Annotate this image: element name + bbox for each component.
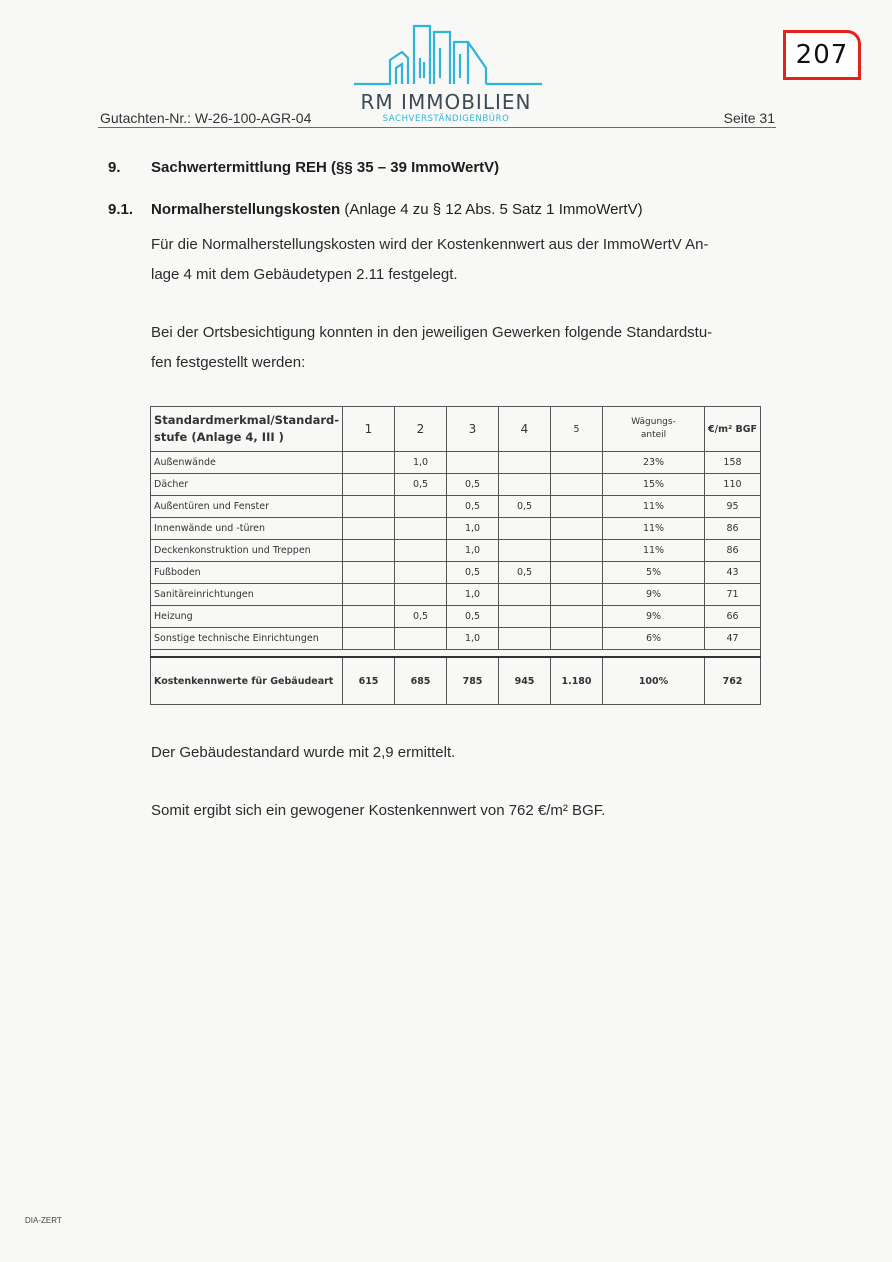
section-number: 9.: [108, 159, 121, 176]
header-weight-line: Wägungs-: [631, 417, 676, 427]
page-number-badge: 207: [783, 30, 861, 80]
cell-l4: 0,5: [499, 562, 551, 584]
cell-weight: 9%: [603, 606, 705, 628]
cell-label: Außenwände: [151, 452, 343, 474]
cell-weight: 5%: [603, 562, 705, 584]
header-level-1: 1: [343, 407, 395, 452]
table-row: [151, 496, 761, 518]
cell-l3: 1,0: [447, 584, 499, 606]
subsection-number: 9.1.: [108, 201, 134, 218]
page-label: Seite 31: [723, 110, 775, 126]
report-number: Gutachten-Nr.: W-26-100-AGR-04: [100, 110, 312, 126]
table-row: [151, 584, 761, 606]
certification-mark: DIA-ZERT: [25, 1216, 62, 1225]
header-cost: €/m² BGF: [705, 407, 761, 452]
cell-l5: [551, 562, 603, 584]
header-level-4: 4: [499, 407, 551, 452]
cell-weight: 11%: [603, 518, 705, 540]
cell-label: Fußboden: [151, 562, 343, 584]
header-label-line: Standardmerkmal/Standard-: [154, 413, 340, 427]
paragraph-line: lage 4 mit dem Gebäudetypen 2.11 festgelegt.: [151, 266, 458, 283]
cell-cost: 86: [705, 540, 761, 562]
cell-l2: 0,5: [395, 474, 447, 496]
header-weight-line: anteil: [640, 430, 667, 440]
cell-l5: [551, 496, 603, 518]
cell-l3: [447, 452, 499, 474]
cell-weight: 11%: [603, 496, 705, 518]
cell-l1: [343, 452, 395, 474]
cell-label: Deckenkonstruktion und Treppen: [151, 540, 343, 562]
cell-l5: [551, 584, 603, 606]
cell-l1: [343, 562, 395, 584]
cell-label: Außentüren und Fenster: [151, 496, 343, 518]
cell-l3: 0,5: [447, 496, 499, 518]
cell-label: Heizung: [151, 606, 343, 628]
cell-l1: [343, 540, 395, 562]
cell-l5: 1.180: [551, 657, 603, 705]
building-skyline-icon: [346, 18, 546, 93]
cell-label: Sanitäreinrichtungen: [151, 584, 343, 606]
cell-l2: 685: [395, 657, 447, 705]
cell-l2: [395, 628, 447, 650]
cell-l5: [551, 540, 603, 562]
cell-l4: [499, 540, 551, 562]
logo-subtitle: SACHVERSTÄNDIGENBÜRO: [382, 114, 510, 124]
cell-l1: [343, 606, 395, 628]
cell-weight: 6%: [603, 628, 705, 650]
standard-levels-table: [150, 406, 761, 705]
cell-l3: 1,0: [447, 518, 499, 540]
cell-l4: [499, 606, 551, 628]
header-level-2: 2: [395, 407, 447, 452]
cell-l3: 0,5: [447, 606, 499, 628]
cell-l1: [343, 496, 395, 518]
cell-l2: [395, 562, 447, 584]
cell-l1: 615: [343, 657, 395, 705]
cell-cost: 762: [705, 657, 761, 705]
cell-l2: 1,0: [395, 452, 447, 474]
subsection-title-main: Normalherstellungskosten: [151, 201, 341, 218]
cell-l3: 1,0: [447, 628, 499, 650]
cell-l3: 0,5: [447, 474, 499, 496]
paragraph-site-inspection: [151, 318, 776, 378]
table-header-row: [151, 407, 761, 452]
cell-weight: 9%: [603, 584, 705, 606]
cell-l5: [551, 518, 603, 540]
cell-l3: 0,5: [447, 562, 499, 584]
cell-l3: 785: [447, 657, 499, 705]
cell-cost: 158: [705, 452, 761, 474]
cell-label: Sonstige technische Einrichtungen: [151, 628, 343, 650]
cell-l2: [395, 496, 447, 518]
paragraph-line: fen festgestellt werden:: [151, 354, 306, 371]
cell-l3: 1,0: [447, 540, 499, 562]
cell-cost: 95: [705, 496, 761, 518]
table-body: [151, 452, 761, 705]
cell-label: Kostenkennwerte für Gebäudeart: [151, 657, 343, 705]
spacer-cell: [151, 650, 761, 658]
header-level-3: 3: [447, 407, 499, 452]
cell-cost: 86: [705, 518, 761, 540]
paragraph-weighted-cost: Somit ergibt sich ein gewogener Kostenkennwert von 762 €/m² BGF.: [151, 802, 606, 819]
cell-cost: 71: [705, 584, 761, 606]
table-spacer-row: [151, 650, 761, 658]
paragraph-building-standard: Der Gebäudestandard wurde mit 2,9 ermittelt.: [151, 744, 456, 761]
cell-l4: [499, 628, 551, 650]
paragraph-line: Bei der Ortsbesichtigung konnten in den jeweiligen Gewerken folgende Standardstu-: [151, 324, 713, 341]
cell-l2: 0,5: [395, 606, 447, 628]
header-weight: [603, 407, 705, 452]
cell-l5: [551, 452, 603, 474]
table-row: [151, 474, 761, 496]
table-row: [151, 540, 761, 562]
subsection-title-suffix: (Anlage 4 zu § 12 Abs. 5 Satz 1 ImmoWertV): [340, 201, 643, 218]
header-label-line: stufe (Anlage 4, III ): [154, 430, 284, 444]
cell-l4: [499, 584, 551, 606]
cell-label: Innenwände und -türen: [151, 518, 343, 540]
cell-l4: [499, 518, 551, 540]
header-standard-feature: [151, 407, 343, 452]
table-row: [151, 518, 761, 540]
cell-l2: [395, 518, 447, 540]
cell-l1: [343, 584, 395, 606]
section-title: Sachwertermittlung REH (§§ 35 – 39 ImmoWertV): [151, 159, 500, 176]
paragraph-line: Für die Normalherstellungskosten wird der Kostenkennwert aus der ImmoWertV An-: [151, 236, 709, 253]
cell-cost: 110: [705, 474, 761, 496]
table-row: [151, 628, 761, 650]
cell-l5: [551, 628, 603, 650]
cell-l4: [499, 474, 551, 496]
cell-label: Dächer: [151, 474, 343, 496]
table-row: [151, 452, 761, 474]
cell-l1: [343, 628, 395, 650]
table-row: [151, 606, 761, 628]
cell-l4: 945: [499, 657, 551, 705]
cell-l1: [343, 518, 395, 540]
cell-weight: 15%: [603, 474, 705, 496]
cell-l4: [499, 452, 551, 474]
cell-l1: [343, 474, 395, 496]
cell-l2: [395, 540, 447, 562]
cell-cost: 66: [705, 606, 761, 628]
cell-weight: 11%: [603, 540, 705, 562]
cell-cost: 47: [705, 628, 761, 650]
table-total-row: [151, 657, 761, 705]
table-row: [151, 562, 761, 584]
cell-cost: 43: [705, 562, 761, 584]
cell-l5: [551, 606, 603, 628]
logo-company-name: RM IMMOBILIEN: [360, 90, 532, 114]
header-level-5: 5: [551, 407, 603, 452]
cell-weight: 23%: [603, 452, 705, 474]
subsection-title: [151, 201, 643, 218]
cell-weight: 100%: [603, 657, 705, 705]
cell-l5: [551, 474, 603, 496]
header-divider: [98, 127, 776, 128]
company-logo: [346, 18, 546, 128]
cell-l4: 0,5: [499, 496, 551, 518]
paragraph-cost-basis: [151, 230, 776, 290]
cell-l2: [395, 584, 447, 606]
